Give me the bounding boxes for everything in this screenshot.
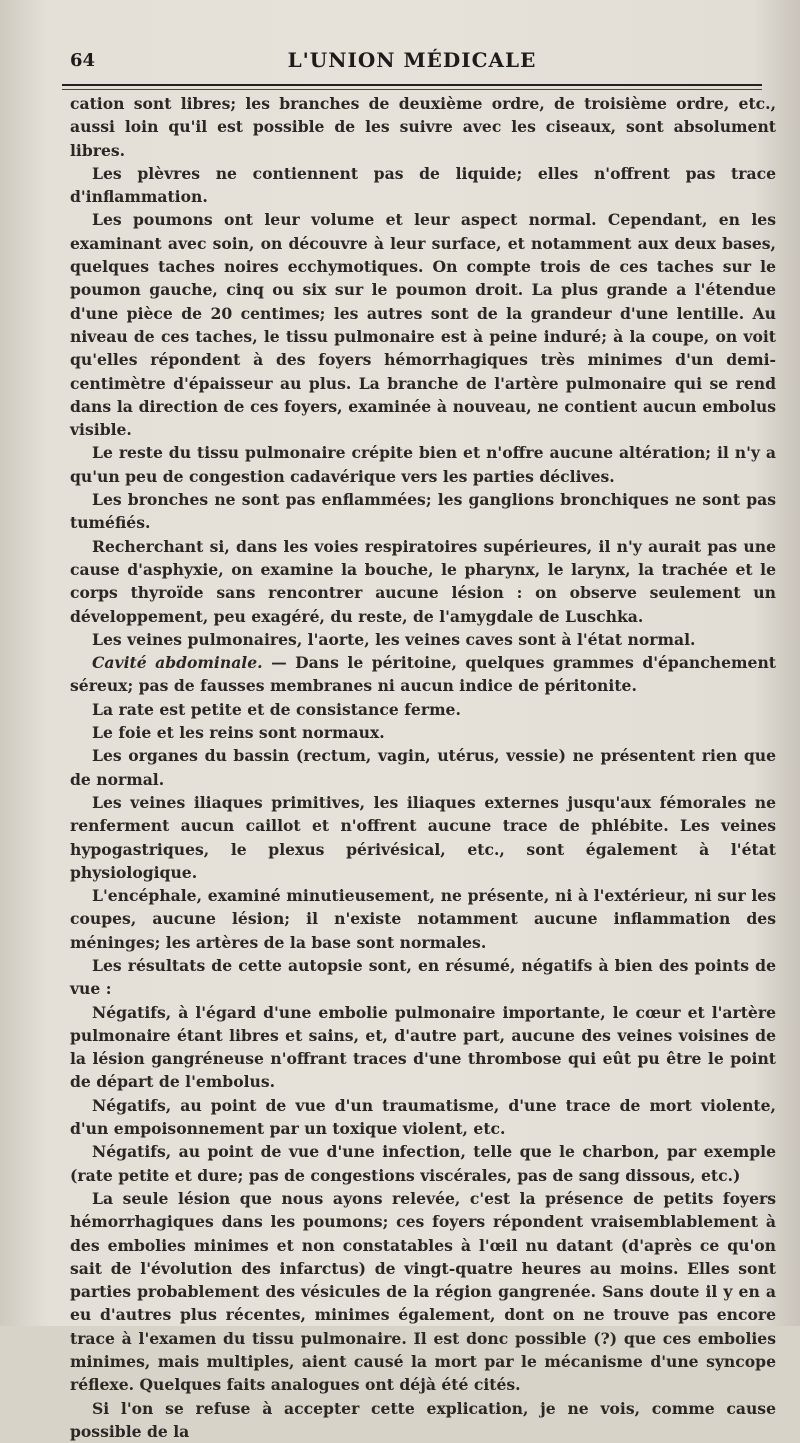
paragraph-text: cation sont libres; les branches de deuxième ordre, de troisième ordre, etc., aussi loin qu'il est possible de les suivre avec les ciseaux, sont absolument libres. [70, 94, 776, 160]
paragraph-text: Recherchant si, dans les voies respiratoires supérieures, il n'y aurait pas une cause d'asphyxie, on examine la bouche, le pharynx, le larynx, la trachée et le corps thyroïde sans rencontrer aucune lésion : on observe seulement un développement, peu exagéré, du reste, de l'amygdale de Luschka. [70, 536, 776, 626]
paragraph [70, 1094, 776, 1141]
paragraph [70, 954, 776, 1001]
paragraph-text: Négatifs, à l'égard d'une embolie pulmonaire importante, le cœur et l'artère pulmonaire étant libres et sains, et, d'autre part, aucune des veines voisines de la lésion gangréneuse n'offrant traces d'une thrombose qui eût pu être le point de départ de l'embolus. [70, 1002, 776, 1092]
paragraph-text: Les poumons ont leur volume et leur aspect normal. Cependant, en les examinant avec soin, on découvre à leur surface, et notamment aux deux bases, quelques taches noires ecchymotiques. On compte trois de ces taches sur le poumon gauche, cinq ou six sur le poumon droit. La plus grande a l'étendue d'une pièce de 20 centimes; les autres sont de la grandeur d'une lentille. Au niveau de ces taches, le tissu pulmonaire est à peine induré; à la coupe, on voit qu'elles répondent à des foyers hémorrhagiques très minimes d'un demi-centimètre d'épaisseur au plus. La branche de l'artère pulmonaire qui se rend dans la direction de ces foyers, examinée à nouveau, ne contient aucun embolus visible. [70, 210, 776, 440]
page-number: 64 [70, 50, 96, 71]
paragraph-text: Le foie et les reins sont normaux. [92, 723, 385, 743]
paragraph-text: — Dans le péritoine, quelques grammes d'épanchement séreux; pas de fausses membranes ni aucun indice de péritonite. [70, 653, 776, 696]
paragraph-text: La rate est petite et de consistance ferme. [92, 699, 461, 719]
paragraph [70, 162, 776, 209]
paragraph [70, 535, 776, 628]
paragraph [70, 651, 776, 698]
paragraph-text: L'encéphale, examiné minutieusement, ne présente, ni à l'extérieur, ni sur les coupes, aucune lésion; il n'existe notamment aucune inflammation des méninges; les artères de la base sont normales. [70, 886, 776, 952]
paragraph [70, 791, 776, 884]
paragraph-text: Les bronches ne sont pas enflammées; les ganglions bronchiques ne sont pas tuméfiés. [70, 490, 776, 533]
paragraph [70, 1397, 776, 1443]
paragraph-text: La seule lésion que nous ayons relevée, c'est la présence de petits foyers hémorrhagiques dans les poumons; ces foyers répondent vraisemblablement à des embolies minimes et non constatables à l'œil nu datant (d'après ce qu'on sait de l'évolution des infarctus) de vingt-quatre heures au moins. Elles sont parties probablement des vésicules de la région gangrenée. Sans doute il y en a eu d'autres plus récentes, minimes également, dont on ne trouve pas encore trace à l'examen du tissu pulmonaire. Il est donc possible (?) que ces embolies minimes, mais multiples, aient causé la mort par le mécanisme d'une syncope réflexe. Quelques faits analogues ont déjà été cités. [70, 1188, 776, 1395]
paragraph-text: Les plèvres ne contiennent pas de liquide; elles n'offrent pas trace d'inflammation. [70, 163, 776, 207]
paragraph [70, 92, 776, 162]
header-rule-thin [62, 89, 762, 90]
paragraph [70, 1140, 776, 1187]
paragraph [70, 744, 776, 791]
paragraph-text: Si l'on se refuse à accepter cette explication, je ne vois, comme cause possible de la [70, 1398, 776, 1441]
body-text [70, 92, 776, 1443]
paragraph-text: Les veines iliaques primitives, les iliaques externes jusqu'aux fémorales ne renferment aucun caillot et n'offrent aucune trace de phlébite. Les veines hypogastriques, le plexus périvésical, etc., sont également à l'état physiologique. [70, 792, 776, 882]
paragraph-text: Les résultats de cette autopsie sont, en résumé, négatifs à bien des points de vue : [70, 955, 776, 999]
paragraph [70, 1187, 776, 1397]
section-label: Cavité abdominale. [92, 653, 263, 673]
paragraph [70, 884, 776, 954]
paragraph-text: Le reste du tissu pulmonaire crépite bien et n'offre aucune altération; il n'y a qu'un peu de congestion cadavérique vers les parties déclives. [70, 443, 776, 486]
header-rule [62, 84, 762, 86]
running-title: L'UNION MÉDICALE [287, 48, 537, 72]
paragraph-text: Les veines pulmonaires, l'aorte, les veines caves sont à l'état normal. [92, 629, 696, 649]
page-header [62, 42, 762, 82]
paragraph [70, 628, 776, 651]
paragraph [70, 721, 776, 744]
paragraph [70, 208, 776, 441]
paragraph [70, 698, 776, 721]
paragraph [70, 488, 776, 535]
paragraph-text: Négatifs, au point de vue d'un traumatisme, d'une trace de mort violente, d'un empoisonnement par un toxique violent, etc. [70, 1095, 776, 1139]
paragraph [70, 441, 776, 488]
paragraph [70, 1001, 776, 1094]
paragraph-text: Les organes du bassin (rectum, vagin, utérus, vessie) ne présentent rien que de normal. [70, 746, 776, 789]
paragraph-text: Négatifs, au point de vue d'une infection, telle que le charbon, par exemple (rate petite et dure; pas de congestions viscérales, pas de sang dissous, etc.) [70, 1142, 776, 1185]
